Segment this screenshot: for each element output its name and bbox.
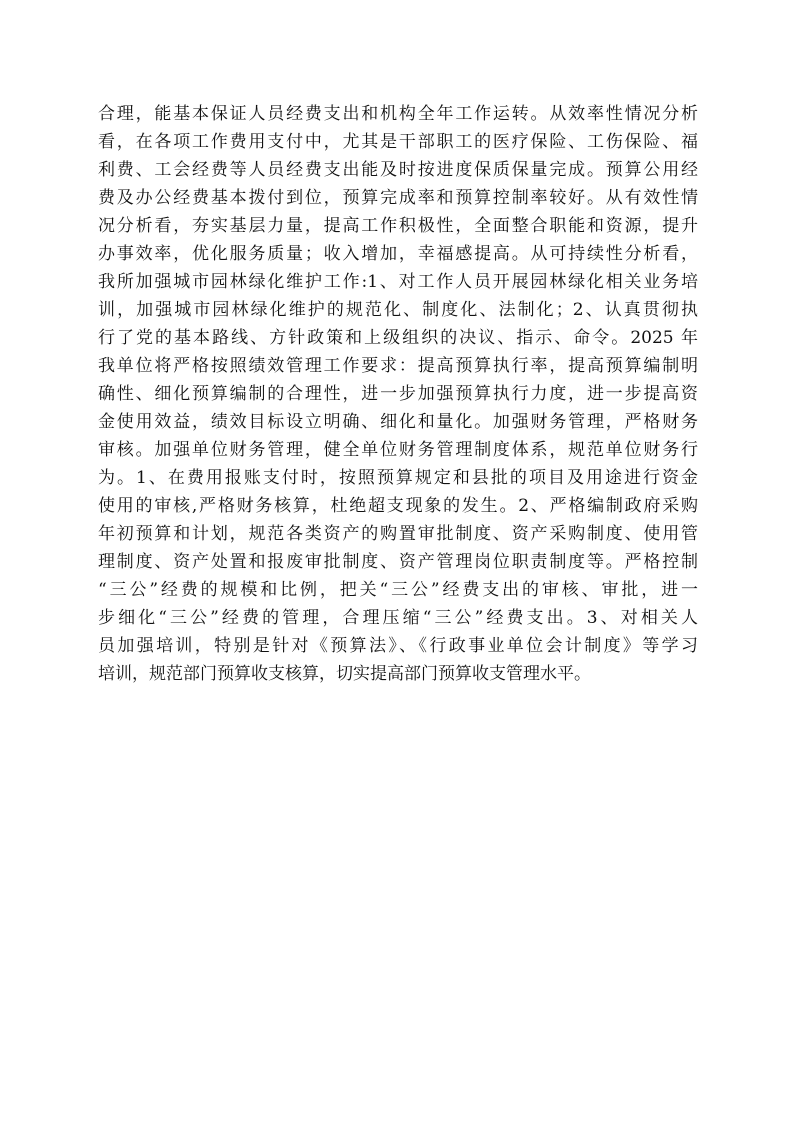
paragraph-line: 金使用效益，绩效目标设立明确、细化和量化。加强财务管理，严格财务 xyxy=(98,412,698,432)
paragraph-line: 使用的审核,严格财务核算，杜绝超支现象的发生。2、严格编制政府采购 xyxy=(98,496,698,516)
paragraph-line: 行了党的基本路线、方针政策和上级组织的决议、指示、命令。2025 年 xyxy=(98,328,698,348)
paragraph-line: 为。1、在费用报账支付时，按照预算规定和县批的项目及用途进行资金 xyxy=(98,468,698,488)
paragraph-line: 况分析看，夯实基层力量，提高工作积极性，全面整合职能和资源，提升 xyxy=(98,216,698,236)
paragraph-line: 确性、细化预算编制的合理性，进一步加强预算执行力度，进一步提高资 xyxy=(98,384,698,404)
paragraph-line: 步细化“三公”经费的管理，合理压缩“三公”经费支出。3、对相关人 xyxy=(98,608,698,628)
paragraph-line: 费及办公经费基本拨付到位，预算完成率和预算控制率较好。从有效性情 xyxy=(98,188,698,208)
paragraph-line: 看，在各项工作费用支付中，尤其是干部职工的医疗保险、工伤保险、福 xyxy=(98,132,698,152)
paragraph-line: 审核。加强单位财务管理，健全单位财务管理制度体系，规范单位财务行 xyxy=(98,440,698,460)
paragraph-line: 利费、工会经费等人员经费支出能及时按进度保质保量完成。预算公用经 xyxy=(98,160,698,180)
paragraph-line: “三公”经费的规模和比例，把关“三公”经费支出的审核、审批，进一 xyxy=(98,580,698,600)
body-paragraph xyxy=(98,100,698,688)
paragraph-line: 我所加强城市园林绿化维护工作:1、对工作人员开展园林绿化相关业务培 xyxy=(98,272,698,292)
paragraph-line: 合理，能基本保证人员经费支出和机构全年工作运转。从效率性情况分析 xyxy=(98,104,698,124)
paragraph-line: 员加强培训，特别是针对《预算法》、《行政事业单位会计制度》等学习 xyxy=(98,636,698,656)
paragraph-line: 年初预算和计划，规范各类资产的购置审批制度、资产采购制度、使用管 xyxy=(98,524,698,544)
paragraph-line: 培训，规范部门预算收支核算，切实提高部门预算收支管理水平。 xyxy=(98,664,591,684)
paragraph-line: 理制度、资产处置和报废审批制度、资产管理岗位职责制度等。严格控制 xyxy=(98,552,698,572)
paragraph-line: 办事效率，优化服务质量；收入增加，幸福感提高。从可持续性分析看， xyxy=(98,244,698,264)
paragraph-line: 我单位将严格按照绩效管理工作要求：提高预算执行率，提高预算编制明 xyxy=(98,356,698,376)
paragraph-line: 训，加强城市园林绿化维护的规范化、制度化、法制化；2、认真贯彻执 xyxy=(98,300,698,320)
